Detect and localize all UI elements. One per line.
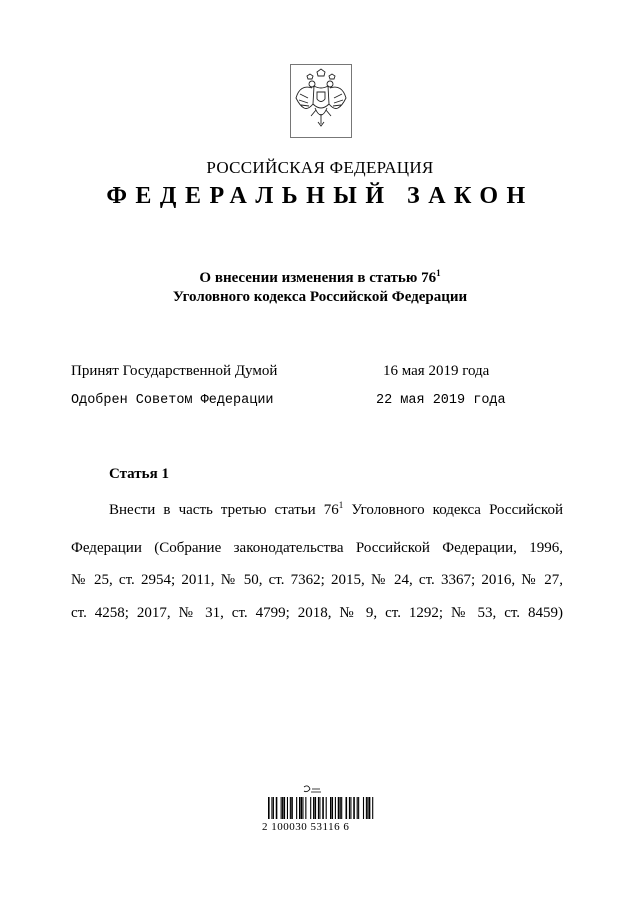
barcode-bar (305, 797, 306, 819)
barcode-bar (299, 797, 301, 819)
barcode-bar (284, 797, 286, 819)
barcode-bar (271, 797, 272, 819)
barcode-bar (282, 797, 283, 819)
barcode-bar (287, 797, 288, 819)
barcode-bar (341, 797, 342, 819)
article-superscript: 1 (338, 500, 344, 510)
barcode-bar (301, 797, 302, 819)
article-text-line-1a: Внести в часть третью статьи 76 (109, 502, 339, 518)
barcode-bar (363, 797, 364, 819)
barcode-bar (310, 797, 311, 819)
barcode-bar (350, 797, 351, 819)
barcode-bar (358, 797, 359, 819)
barcode-bar (367, 797, 368, 819)
barcode-bar (315, 797, 317, 819)
barcode-bar (291, 797, 293, 819)
barcode-bar (268, 797, 270, 819)
article-heading: Статья 1 (109, 466, 169, 482)
approved-date: 22 мая 2019 года (376, 393, 506, 408)
barcode-bar (330, 797, 332, 819)
barcode-bar (372, 797, 373, 819)
barcode-bar (346, 797, 348, 819)
barcode-bar (340, 797, 341, 819)
article-text-line-2 (71, 540, 563, 557)
article-text-line-4 (71, 605, 563, 622)
barcode-bar (318, 797, 319, 819)
barcode-bar (357, 797, 358, 819)
country-name: РОССИЙСКАЯ ФЕДЕРАЦИЯ (206, 158, 434, 177)
law-title-line-1 (0, 270, 640, 287)
article-text-line-3-text: № 25, ст. 2954; 2011, № 50, ст. 7362; 2015, № 24, ст. 3367; 2016, № 27, (71, 572, 563, 588)
barcode-bar (290, 797, 291, 819)
barcode-bar (319, 797, 320, 819)
barcode-bar (349, 797, 350, 819)
law-title-line-1-text: О внесении изменения в статью 76 (199, 270, 437, 286)
article-text-line-4-text: ст. 4258; 2017, № 31, ст. 4799; 2018, № 9, ст. 1292; № 53, ст. 8459) (71, 605, 563, 621)
barcode-bar (313, 797, 314, 819)
barcode-bar (369, 797, 371, 819)
law-title-superscript: 1 (436, 268, 441, 278)
coat-of-arms-emblem (290, 64, 352, 138)
document-type: ФЕДЕРАЛЬНЫЙ ЗАКОН (106, 183, 534, 209)
barcode-bar (332, 797, 333, 819)
barcode-logo (304, 786, 321, 792)
article-text-line-3 (71, 572, 563, 589)
barcode-bar (338, 797, 340, 819)
barcode-bars (268, 797, 373, 819)
barcode-bar (353, 797, 355, 819)
article-text-line-2-text: Федерации (Собрание законодательства Российской Федерации, 1996, (71, 540, 563, 556)
barcode-bar (296, 797, 297, 819)
barcode-bar (366, 797, 367, 819)
barcode-bar (335, 797, 336, 819)
article-text-line-1 (109, 502, 563, 519)
law-title-line-2: Уголовного кодекса Российской Федерации (172, 289, 468, 305)
barcode-number: 2 100030 53116 6 (262, 821, 350, 833)
barcode-bar (326, 797, 327, 819)
adopted-label: Принят Государственной Думой (71, 363, 278, 379)
barcode-bar (322, 797, 324, 819)
approved-label: Одобрен Советом Федерации (71, 393, 274, 408)
barcode-bar (276, 797, 278, 819)
barcode-bar (302, 797, 303, 819)
barcode-bar (273, 797, 274, 819)
adopted-date: 16 мая 2019 года (383, 363, 490, 379)
article-text-line-1b: Уголовного кодекса Российской (343, 502, 563, 518)
barcode-bar (281, 797, 282, 819)
